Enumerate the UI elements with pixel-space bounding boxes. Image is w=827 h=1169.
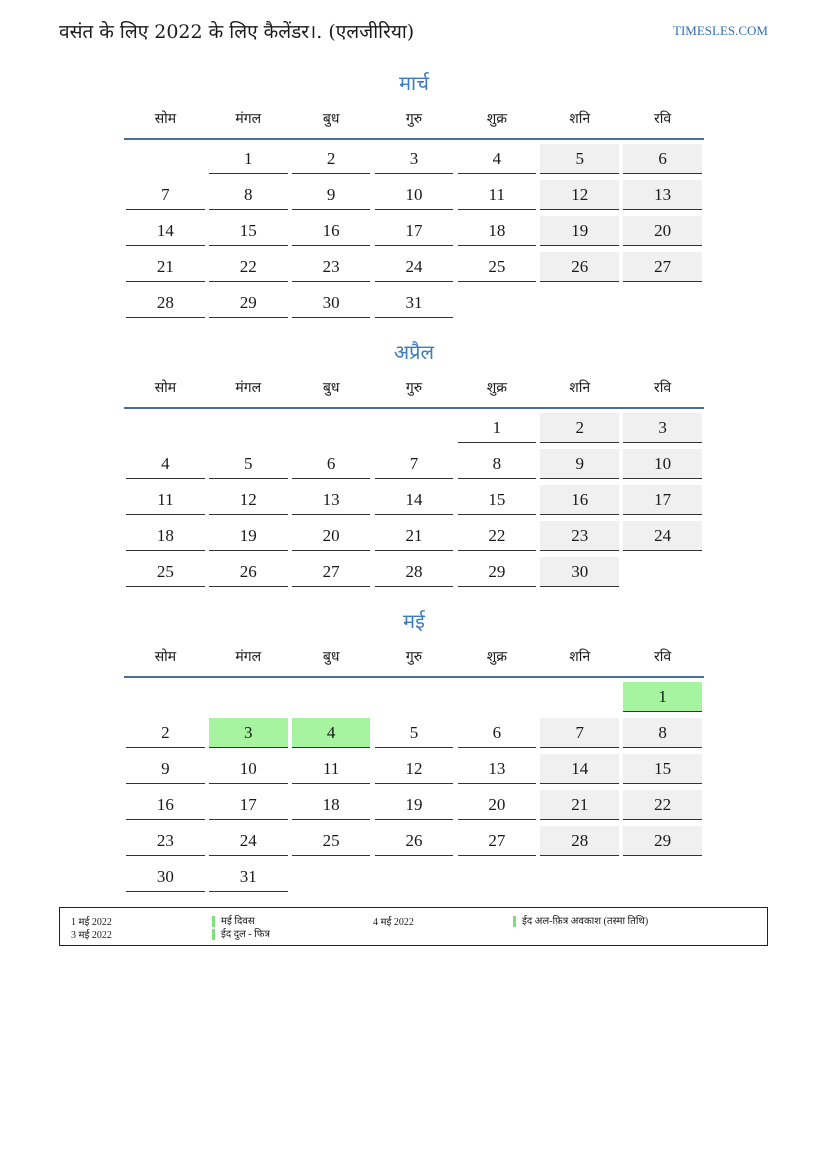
weekday-label: सोम — [154, 110, 177, 127]
legend-date: 1 मई 2022 — [71, 917, 112, 928]
day-cell[interactable]: 25 — [292, 826, 370, 856]
day-cell[interactable]: 9 — [540, 449, 618, 479]
weekday-label: मंगल — [235, 648, 262, 665]
day-cell[interactable]: 14 — [126, 216, 204, 246]
empty-day-cell — [540, 862, 618, 892]
day-cell[interactable]: 16 — [540, 485, 618, 515]
day-cell[interactable]: 23 — [540, 521, 618, 551]
month-block — [124, 337, 704, 593]
empty-day-cell — [458, 682, 536, 712]
day-cell[interactable]: 29 — [458, 557, 536, 587]
day-cell[interactable]: 18 — [126, 521, 204, 551]
day-cell[interactable]: 31 — [375, 288, 453, 318]
day-cell[interactable]: 5 — [209, 449, 287, 479]
empty-day-cell — [540, 682, 618, 712]
month-title: अप्रैल — [393, 340, 435, 364]
legend-name — [212, 926, 270, 940]
day-cell[interactable]: 20 — [623, 216, 701, 246]
day-cell[interactable]: 18 — [458, 216, 536, 246]
day-cell[interactable]: 14 — [375, 485, 453, 515]
weekday-label: शनि — [569, 648, 591, 665]
day-cell[interactable]: 7 — [375, 449, 453, 479]
day-cell[interactable]: 11 — [458, 180, 536, 210]
day-cell[interactable]: 6 — [623, 144, 701, 174]
day-cell[interactable]: 19 — [209, 521, 287, 551]
day-cell[interactable]: 24 — [375, 252, 453, 282]
day-cell[interactable]: 2 — [540, 413, 618, 443]
day-cell[interactable]: 10 — [209, 754, 287, 784]
day-cell[interactable]: 3 — [209, 718, 287, 748]
day-cell[interactable]: 12 — [209, 485, 287, 515]
empty-day-cell — [623, 862, 701, 892]
day-cell[interactable]: 13 — [623, 180, 701, 210]
week-grid — [124, 409, 704, 593]
day-cell[interactable]: 22 — [458, 521, 536, 551]
day-cell[interactable]: 2 — [126, 718, 204, 748]
day-cell[interactable]: 24 — [623, 521, 701, 551]
day-cell[interactable]: 31 — [209, 862, 287, 892]
day-cell[interactable]: 7 — [126, 180, 204, 210]
week-row — [124, 682, 704, 718]
week-row — [124, 288, 704, 324]
day-cell[interactable]: 9 — [292, 180, 370, 210]
empty-day-cell — [623, 288, 701, 318]
weekday-label: सोम — [154, 379, 177, 396]
month-title: मई — [403, 609, 425, 633]
empty-day-cell — [375, 862, 453, 892]
day-cell[interactable]: 28 — [375, 557, 453, 587]
day-cell[interactable]: 13 — [292, 485, 370, 515]
week-row — [124, 826, 704, 862]
empty-day-cell — [623, 557, 701, 587]
week-row — [124, 413, 704, 449]
day-cell[interactable]: 28 — [126, 288, 204, 318]
day-cell[interactable]: 21 — [375, 521, 453, 551]
day-cell[interactable]: 21 — [126, 252, 204, 282]
day-cell[interactable]: 30 — [292, 288, 370, 318]
empty-day-cell — [375, 413, 453, 443]
day-cell[interactable]: 5 — [540, 144, 618, 174]
legend-name-text: ईद दुल - फित्र — [221, 929, 270, 940]
day-cell[interactable]: 17 — [375, 216, 453, 246]
day-cell[interactable]: 9 — [126, 754, 204, 784]
week-grid — [124, 140, 704, 324]
week-grid — [124, 678, 704, 898]
day-cell[interactable]: 11 — [126, 485, 204, 515]
day-cell[interactable]: 26 — [375, 826, 453, 856]
day-cell[interactable]: 4 — [126, 449, 204, 479]
weekday-label: बुध — [322, 648, 340, 665]
week-row — [124, 180, 704, 216]
weekday-header — [124, 98, 704, 138]
week-row — [124, 449, 704, 485]
weekday-label: शनि — [569, 379, 591, 396]
day-cell[interactable]: 2 — [292, 144, 370, 174]
day-cell[interactable]: 6 — [458, 718, 536, 748]
day-cell[interactable]: 7 — [540, 718, 618, 748]
day-cell[interactable]: 8 — [209, 180, 287, 210]
day-cell[interactable]: 4 — [458, 144, 536, 174]
day-cell[interactable]: 1 — [458, 413, 536, 443]
empty-day-cell — [126, 144, 204, 174]
day-cell[interactable]: 30 — [126, 862, 204, 892]
weekday-label: रवि — [654, 379, 672, 396]
legend-name-text: ईद अल-फ़ित्र अवकाश (तस्मा तिथि) — [522, 916, 649, 927]
day-cell[interactable]: 21 — [540, 790, 618, 820]
weekday-label: शुक्र — [486, 379, 507, 396]
day-cell[interactable]: 12 — [375, 754, 453, 784]
empty-day-cell — [292, 682, 370, 712]
day-cell[interactable]: 17 — [209, 790, 287, 820]
day-cell[interactable]: 24 — [209, 826, 287, 856]
day-cell[interactable]: 26 — [209, 557, 287, 587]
day-cell[interactable]: 27 — [292, 557, 370, 587]
month-title: मार्च — [399, 71, 429, 95]
day-cell[interactable]: 25 — [126, 557, 204, 587]
week-row — [124, 252, 704, 288]
day-cell[interactable]: 23 — [126, 826, 204, 856]
day-cell[interactable]: 1 — [209, 144, 287, 174]
month-block — [124, 606, 704, 898]
week-row — [124, 216, 704, 252]
day-cell[interactable]: 19 — [540, 216, 618, 246]
day-cell[interactable]: 3 — [375, 144, 453, 174]
day-cell[interactable]: 10 — [375, 180, 453, 210]
empty-day-cell — [209, 413, 287, 443]
weekday-label: रवि — [654, 648, 672, 665]
day-cell[interactable]: 28 — [540, 826, 618, 856]
page-title: वसंत के लिए 2022 के लिए कैलेंडर।. (एलजीरिया) — [59, 21, 415, 43]
day-cell[interactable]: 29 — [209, 288, 287, 318]
day-cell[interactable]: 27 — [458, 826, 536, 856]
day-cell[interactable]: 11 — [292, 754, 370, 784]
day-cell[interactable]: 3 — [623, 413, 701, 443]
week-row — [124, 754, 704, 790]
day-cell[interactable]: 18 — [292, 790, 370, 820]
weekday-label: शुक्र — [486, 110, 507, 127]
day-cell[interactable]: 20 — [292, 521, 370, 551]
legend-date: 3 मई 2022 — [71, 930, 112, 941]
empty-day-cell — [292, 413, 370, 443]
week-row — [124, 790, 704, 826]
day-cell[interactable]: 27 — [623, 252, 701, 282]
weekday-label: गुरु — [405, 379, 423, 396]
day-cell[interactable]: 1 — [623, 682, 701, 712]
legend-date: 4 मई 2022 — [373, 917, 414, 928]
empty-day-cell — [540, 288, 618, 318]
day-cell[interactable]: 8 — [623, 718, 701, 748]
site-link[interactable]: TIMESLES.COM — [673, 23, 768, 38]
day-cell[interactable]: 22 — [209, 252, 287, 282]
empty-day-cell — [126, 413, 204, 443]
month-block — [124, 68, 704, 324]
empty-day-cell — [375, 682, 453, 712]
week-row — [124, 862, 704, 898]
day-cell[interactable]: 23 — [292, 252, 370, 282]
weekday-label: बुध — [322, 379, 340, 396]
day-cell[interactable]: 22 — [623, 790, 701, 820]
legend-name — [513, 913, 648, 927]
day-cell[interactable]: 13 — [458, 754, 536, 784]
legend-marker — [212, 929, 215, 940]
day-cell[interactable]: 15 — [458, 485, 536, 515]
legend-marker — [513, 916, 516, 927]
weekday-label: मंगल — [235, 110, 262, 127]
empty-day-cell — [126, 682, 204, 712]
week-row — [124, 521, 704, 557]
day-cell[interactable]: 12 — [540, 180, 618, 210]
weekday-label: गुरु — [405, 110, 423, 127]
day-cell[interactable]: 8 — [458, 449, 536, 479]
weekday-label: शनि — [569, 110, 591, 127]
weekday-label: रवि — [654, 110, 672, 127]
day-cell[interactable]: 6 — [292, 449, 370, 479]
day-cell[interactable]: 14 — [540, 754, 618, 784]
day-cell[interactable]: 26 — [540, 252, 618, 282]
week-row — [124, 485, 704, 521]
weekday-header — [124, 367, 704, 407]
day-cell[interactable]: 10 — [623, 449, 701, 479]
day-cell[interactable]: 20 — [458, 790, 536, 820]
weekday-label: सोम — [154, 648, 177, 665]
day-cell[interactable]: 19 — [375, 790, 453, 820]
day-cell[interactable]: 4 — [292, 718, 370, 748]
empty-day-cell — [209, 682, 287, 712]
weekday-header — [124, 636, 704, 676]
day-cell[interactable]: 30 — [540, 557, 618, 587]
day-cell[interactable]: 5 — [375, 718, 453, 748]
week-row — [124, 557, 704, 593]
day-cell[interactable]: 15 — [623, 754, 701, 784]
day-cell[interactable]: 16 — [292, 216, 370, 246]
week-row — [124, 718, 704, 754]
holiday-legend — [59, 907, 768, 946]
empty-day-cell — [458, 862, 536, 892]
empty-day-cell — [292, 862, 370, 892]
day-cell[interactable]: 15 — [209, 216, 287, 246]
day-cell[interactable]: 29 — [623, 826, 701, 856]
day-cell[interactable]: 16 — [126, 790, 204, 820]
weekday-label: बुध — [322, 110, 340, 127]
day-cell[interactable]: 25 — [458, 252, 536, 282]
day-cell[interactable]: 17 — [623, 485, 701, 515]
weekday-label: गुरु — [405, 648, 423, 665]
weekday-label: मंगल — [235, 379, 262, 396]
legend-name-text: मई दिवस — [221, 916, 255, 927]
weekday-label: शुक्र — [486, 648, 507, 665]
empty-day-cell — [458, 288, 536, 318]
week-row — [124, 144, 704, 180]
